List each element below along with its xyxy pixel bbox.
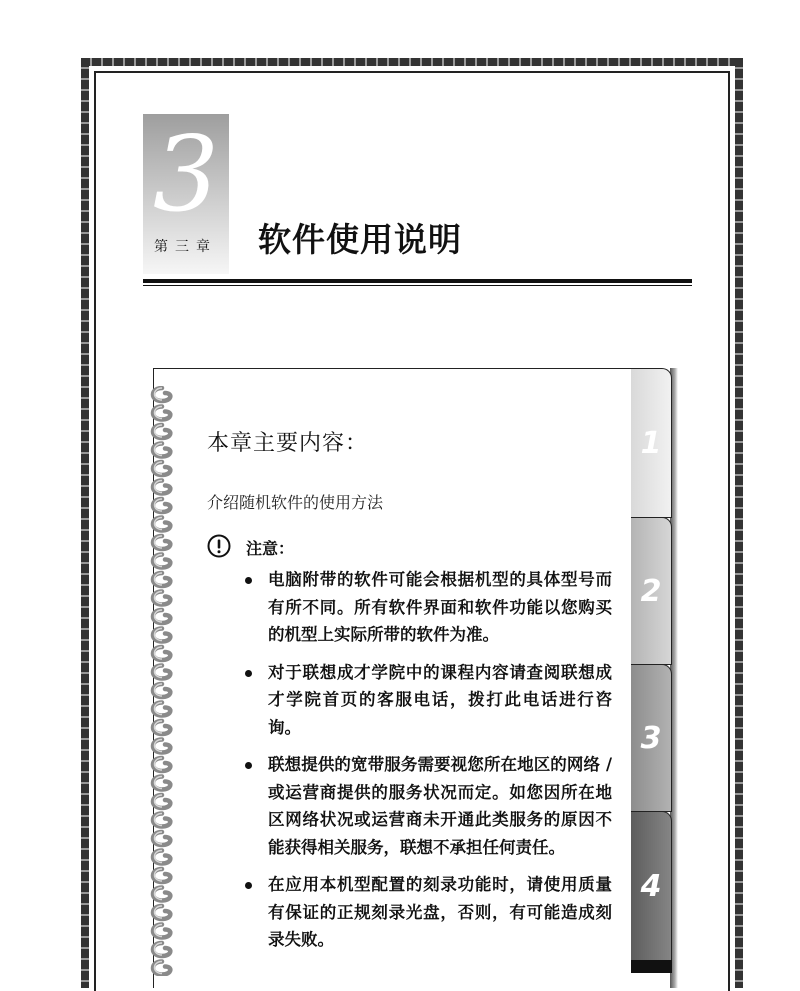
list-item-text: 对于联想成才学院中的课程内容请查阅联想成才学院首页的客服电话，拨打此电话进行咨询。 bbox=[268, 662, 612, 737]
list-item-text: 电脑附带的软件可能会根据机型的具体型号而有所不同。所有软件界面和软件功能以您购买的机型上实际所带的软件为准。 bbox=[268, 570, 612, 644]
tab-4[interactable] bbox=[631, 811, 672, 961]
list-item bbox=[244, 566, 612, 649]
list-item bbox=[244, 871, 612, 954]
tab-rest bbox=[631, 960, 672, 973]
chapter-title: 软件使用说明 bbox=[258, 220, 462, 259]
bullet-icon bbox=[245, 762, 252, 769]
frame-border-top bbox=[81, 58, 743, 66]
list-item bbox=[244, 659, 612, 742]
bullet-icon bbox=[245, 670, 252, 677]
section-heading: 本章主要内容： bbox=[207, 431, 369, 456]
chapter-number: 3 bbox=[152, 113, 220, 235]
tab-1[interactable] bbox=[631, 368, 672, 518]
tab-3[interactable] bbox=[631, 664, 672, 812]
spiral-binding-icon bbox=[146, 386, 180, 976]
tab-number: 2 bbox=[640, 573, 662, 609]
list-item bbox=[244, 751, 612, 861]
tab-number: 3 bbox=[640, 720, 662, 756]
tab-number: 4 bbox=[640, 868, 662, 904]
list-item-text: 在应用本机型配置的刻录功能时，请使用质量有保证的正规刻录光盘，否则，有可能造成刻录失败。 bbox=[268, 875, 612, 949]
title-rule-thin bbox=[143, 285, 692, 286]
chapter-label: 第三章 bbox=[154, 239, 217, 255]
list-item-text: 联想提供的宽带服务需要视您所在地区的网络 / 或运营商提供的服务状况而定。如您因所在地区网络状况或运营商未开通此类服务的原因不能获得相关服务，联想不承担任何责任。 bbox=[268, 755, 612, 857]
caution-title: 注意： bbox=[246, 539, 295, 558]
bullet-icon bbox=[245, 882, 252, 889]
caution-list bbox=[244, 566, 612, 964]
tab-2[interactable] bbox=[631, 517, 672, 665]
intro-text: 介绍随机软件的使用方法 bbox=[207, 493, 384, 512]
frame-border-left bbox=[81, 58, 89, 988]
bullet-icon bbox=[245, 577, 252, 584]
exclamation-circle-icon bbox=[207, 534, 231, 558]
tab-number: 1 bbox=[640, 425, 662, 461]
title-rule-thick bbox=[143, 279, 692, 283]
frame-border-right bbox=[735, 58, 743, 988]
